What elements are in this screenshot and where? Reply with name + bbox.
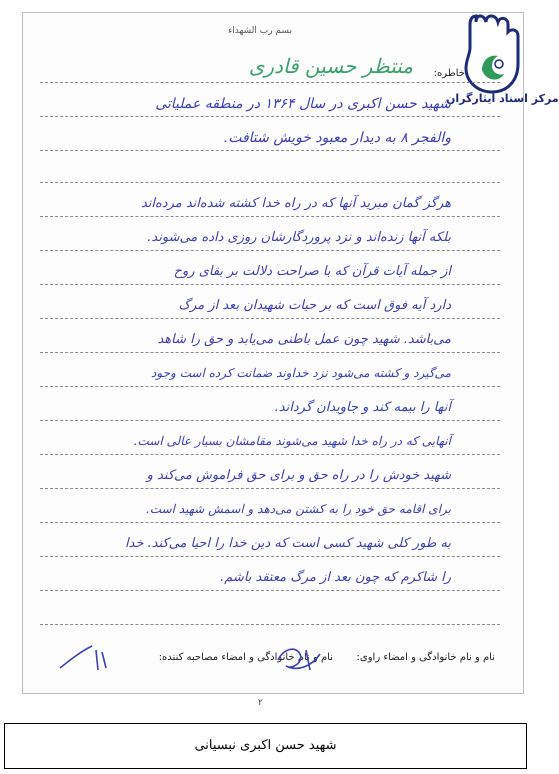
narrator-name: منتظر حسین قادری <box>248 54 413 78</box>
ruled-line <box>40 216 500 217</box>
handwritten-line: هرگز گمان مبرید آنها که در راه خدا کشته شده‌اند مرده‌اند <box>140 196 451 211</box>
ruled-line <box>40 624 500 625</box>
ruled-line <box>40 352 500 353</box>
handwritten-line: به طور کلی شهید کسی است که دین خدا را احیا می‌کند. خدا <box>124 536 451 551</box>
ruled-line <box>40 182 500 183</box>
interviewer-signature-label: نام و نام خانوادگی و امضاء مصاحبه کننده: <box>158 652 333 663</box>
handwritten-line: می‌باشد. شهید چون عمل باطنی می‌یابد و حق را شاهد <box>157 332 451 347</box>
narrator-signature-label: نام و نام خانوادگی و امضاء راوی: <box>356 652 495 663</box>
ruled-line <box>40 150 500 151</box>
narrator-signature <box>56 640 116 674</box>
handwritten-line: آنهایی که در راه خدا شهید می‌شوند مقامشان بسیار عالی است. <box>133 434 451 448</box>
handwritten-line: والفجر ۸ به دیدار معبود خویش شتافت. <box>223 130 451 146</box>
handwritten-line: را شاکرم که چون بعد از مرگ معتقد باشم. <box>220 570 451 585</box>
ruled-line <box>40 522 500 523</box>
ruled-line <box>40 250 500 251</box>
ruled-line <box>40 284 500 285</box>
handwritten-line: بلکه آنها زنده‌اند و نزد پروردگارشان روزی داده می‌شوند. <box>147 230 451 245</box>
handwritten-line: از جمله آیات قرآن که با صراحت دلالت بر بقای روح <box>173 264 451 279</box>
ruled-line <box>40 82 500 83</box>
ruled-line <box>40 116 500 117</box>
ruled-line <box>40 488 500 489</box>
ruled-line <box>40 386 500 387</box>
handwritten-line: شهید خودش را در راه حق و برای حق فراموش می‌کند و <box>146 468 451 483</box>
caption-text: شهید حسن اکبری نبسیانی <box>194 738 337 753</box>
ruled-line <box>40 556 500 557</box>
ruled-line <box>40 420 500 421</box>
interviewer-signature <box>270 640 330 676</box>
ruled-line <box>40 454 500 455</box>
handwritten-line: شهید حسن اکبری در سال ۱۳۶۴ در منطقه عملیاتی <box>155 96 451 112</box>
handwritten-line: آنها را بیمه کند و جاویدان گرداند. <box>274 400 451 415</box>
handwritten-line: می‌گیرد و کشته می‌شود نزد خداوند ضمانت کرده است وجود <box>151 366 451 380</box>
handwritten-line: برای اقامه حق خود را به کشتن می‌دهد و اسمش شهید است. <box>145 502 451 516</box>
memoir-label: خاطره: <box>433 68 465 79</box>
ruled-line <box>40 590 500 591</box>
page-number: ۲ <box>258 698 263 708</box>
handwritten-line: دارد آیه فوق است که بر حیات شهیدان بعد از مرگ <box>178 298 451 313</box>
bismillah-heading: بسم رب الشهداء <box>228 26 292 36</box>
caption-box <box>4 723 527 769</box>
ruled-line <box>40 318 500 319</box>
organization-name: مرکز اسناد ایثارگران <box>446 92 559 105</box>
